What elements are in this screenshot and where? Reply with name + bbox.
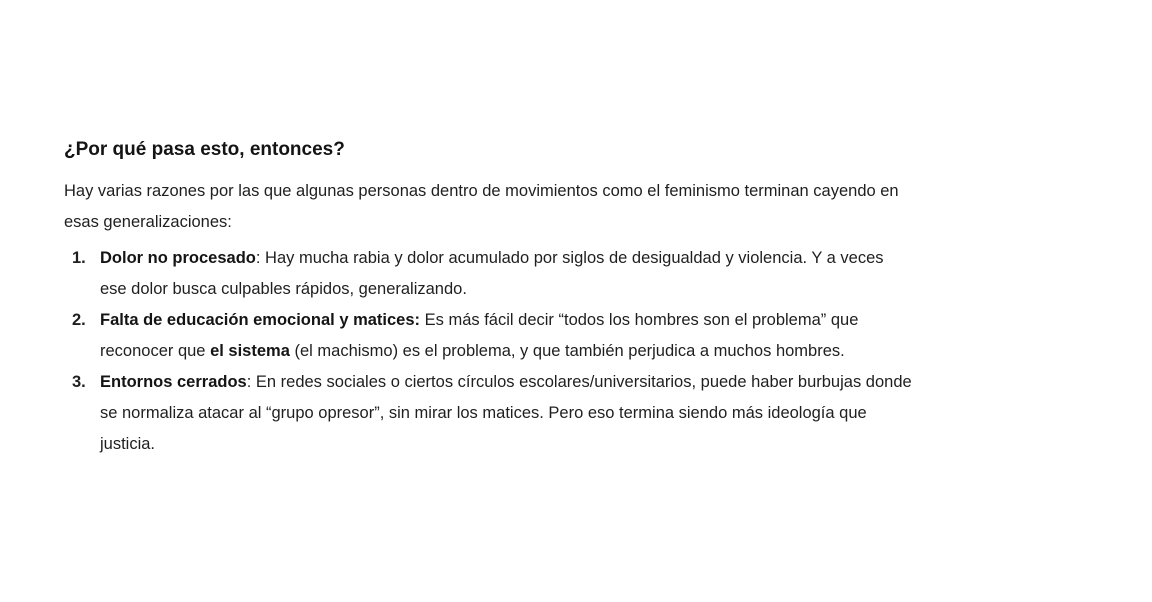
- list-number: 2.: [72, 311, 86, 329]
- reasons-list: [64, 243, 914, 460]
- intro-paragraph: Hay varias razones por las que algunas personas dentro de movimientos como el feminismo terminan cayendo en esas generalizaciones:: [64, 182, 899, 231]
- reason-title: Dolor no procesado: [100, 249, 256, 267]
- reason-text: Es más fácil decir “todos los hombres son el problema” que reconocer que: [100, 311, 859, 360]
- reason-title: Falta de educación emocional y matices:: [100, 311, 421, 329]
- list-number: 1.: [72, 249, 86, 267]
- list-item: [64, 243, 914, 305]
- reason-text: : En redes sociales o ciertos círculos escolares/universitarios, puede haber burbujas donde se normaliza atacar al “grupo opresor”, sin mirar los matices. Pero eso termina siendo más ideología que justicia.: [100, 373, 912, 453]
- message-content: [64, 136, 914, 460]
- list-number: 3.: [72, 373, 86, 391]
- reason-text: (el machismo) es el problema, y que también perjudica a muchos hombres.: [289, 342, 845, 360]
- reason-text: : Hay mucha rabia y dolor acumulado por siglos de desigualdad y violencia. Y a veces ese dolor busca culpables rápidos, generalizando.: [100, 249, 884, 298]
- section-heading: ¿Por qué pasa esto, entonces?: [64, 139, 345, 160]
- reason-title: Entornos cerrados: [100, 373, 247, 391]
- list-item: [64, 305, 914, 367]
- list-item: [64, 367, 914, 460]
- reason-emphasis: el sistema: [210, 342, 290, 360]
